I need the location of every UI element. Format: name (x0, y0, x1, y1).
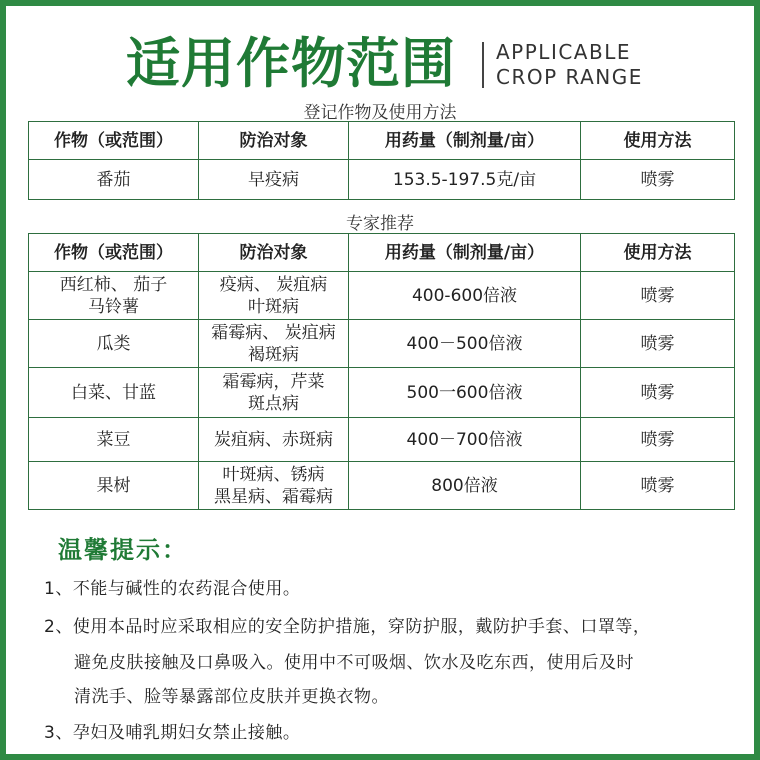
header-dosage: 用药量（制剂量/亩） (349, 234, 581, 272)
cell-target: 霜霉病、 炭疽病 褐斑病 (199, 320, 349, 368)
table-header-row (29, 234, 735, 272)
page-subtitle-en (496, 40, 643, 90)
header (0, 34, 760, 94)
tip-line: 1、不能与碱性的农药混合使用。 (44, 579, 301, 599)
cell-crop: 菜豆 (29, 418, 199, 462)
header-target: 防治对象 (199, 234, 349, 272)
cell-target: 疫病、 炭疽病 叶斑病 (199, 272, 349, 320)
table-header-row (29, 122, 735, 160)
expert-caption: 专家推荐 (346, 214, 414, 234)
cell-dosage: 400－700倍液 (349, 418, 581, 462)
cell-method: 喷雾 (581, 320, 735, 368)
cell-method: 喷雾 (581, 272, 735, 320)
tip-line: 清洗手、脸等暴露部位皮肤并更换衣物。 (74, 687, 389, 707)
cell-target: 霜霉病，芹菜 斑点病 (199, 368, 349, 418)
tips-title: 温馨提示： (58, 536, 188, 564)
cell-method: 喷雾 (581, 160, 735, 200)
header-method: 使用方法 (581, 122, 735, 160)
cell-method: 喷雾 (581, 418, 735, 462)
table-row (29, 160, 735, 200)
subtitle-line-1: APPLICABLE (496, 40, 631, 64)
header-crop: 作物（或范围） (29, 234, 199, 272)
registered-table (28, 121, 735, 200)
cell-dosage: 400-600倍液 (349, 272, 581, 320)
cell-target: 早疫病 (199, 160, 349, 200)
table-row (29, 418, 735, 462)
title-divider (482, 42, 484, 88)
cell-dosage: 400－500倍液 (349, 320, 581, 368)
tip-line: 3、孕妇及哺乳期妇女禁止接触。 (44, 723, 301, 743)
cell-dosage: 800倍液 (349, 462, 581, 510)
cell-crop: 番茄 (29, 160, 199, 200)
cell-crop: 瓜类 (29, 320, 199, 368)
subtitle-line-2: CROP RANGE (496, 65, 643, 89)
header-target: 防治对象 (199, 122, 349, 160)
cell-crop: 果树 (29, 462, 199, 510)
cell-target: 炭疽病、赤斑病 (199, 418, 349, 462)
table-row (29, 272, 735, 320)
table-row (29, 462, 735, 510)
cell-dosage: 153.5-197.5克/亩 (349, 160, 581, 200)
header-dosage: 用药量（制剂量/亩） (349, 122, 581, 160)
header-crop: 作物（或范围） (29, 122, 199, 160)
registered-caption: 登记作物及使用方法 (303, 103, 457, 123)
cell-crop: 西红柿、 茄子 马铃薯 (29, 272, 199, 320)
expert-table (28, 233, 735, 510)
cell-crop: 白菜、甘蓝 (29, 368, 199, 418)
cell-method: 喷雾 (581, 368, 735, 418)
table-row (29, 320, 735, 368)
table-row (29, 368, 735, 418)
cell-method: 喷雾 (581, 462, 735, 510)
tip-line: 避免皮肤接触及口鼻吸入。使用中不可吸烟、饮水及吃东西，使用后及时 (74, 653, 634, 673)
tip-line: 2、使用本品时应采取相应的安全防护措施，穿防护服，戴防护手套、口罩等， (44, 617, 651, 637)
page-title: 适用作物范围 (126, 32, 456, 95)
cell-target: 叶斑病、锈病 黑星病、霜霉病 (199, 462, 349, 510)
header-method: 使用方法 (581, 234, 735, 272)
cell-dosage: 500一600倍液 (349, 368, 581, 418)
